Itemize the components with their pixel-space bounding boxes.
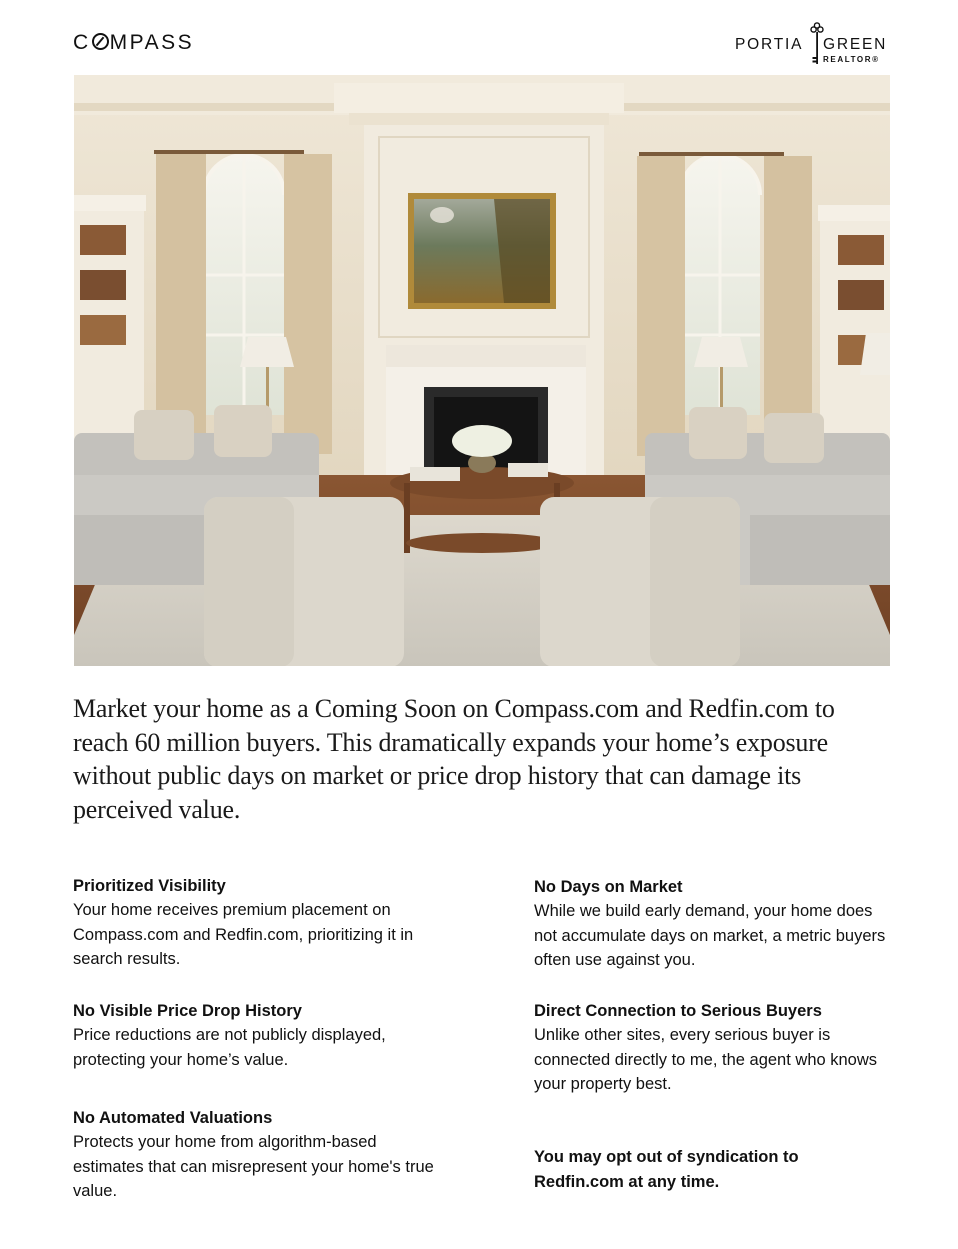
feature-body: Unlike other sites, every serious buyer is connected directly to me, the agent who knows your property best. [534,1026,878,1093]
living-room-illustration [74,75,890,666]
feature-body: While we build early demand, your home does not accumulate days on market, a metric buyers often use against you. [534,902,886,969]
agent-logo [735,22,895,68]
feature-body: Your home receives premium placement on Compass.com and Redfin.com, prioritizing it in search results. [73,901,414,968]
feature-title: No Automated Valuations [73,1109,273,1127]
key-icon [810,22,824,66]
hero-image [74,75,890,666]
feature-body: Protects your home from algorithm-based estimates that can misrepresent your home's true value. [73,1133,434,1200]
feature-no-days-on-market [534,875,924,973]
feature-title: No Days on Market [534,878,683,896]
feature-title: Direct Connection to Serious Buyers [534,1002,822,1020]
feature-no-price-drop-history [73,999,463,1072]
compass-o-icon [92,33,109,50]
compass-logo-suffix: MPASS [109,31,195,54]
intro-paragraph: Market your home as a Coming Soon on Compass.com and Redfin.com to reach 60 million buyers. This dramatically expands your home’s exposure without public days on market or price drop history that can damage its perceived value. [73,694,835,824]
agent-last-name: GREEN [823,36,888,53]
feature-direct-connection [534,999,924,1097]
feature-title: Prioritized Visibility [73,877,226,895]
feature-title: No Visible Price Drop History [73,1002,302,1020]
compass-logo [73,32,194,54]
agent-title: REALTOR® [823,55,880,64]
compass-logo-prefix: C [73,31,91,54]
opt-out-note: You may opt out of syndication to Redfin.com at any time. [534,1148,799,1191]
feature-prioritized-visibility [73,874,463,972]
feature-no-automated-valuations [73,1106,463,1204]
agent-first-name: PORTIA [735,36,804,53]
page-header [0,0,958,75]
feature-body: Price reductions are not publicly displayed, protecting your home’s value. [73,1026,386,1069]
